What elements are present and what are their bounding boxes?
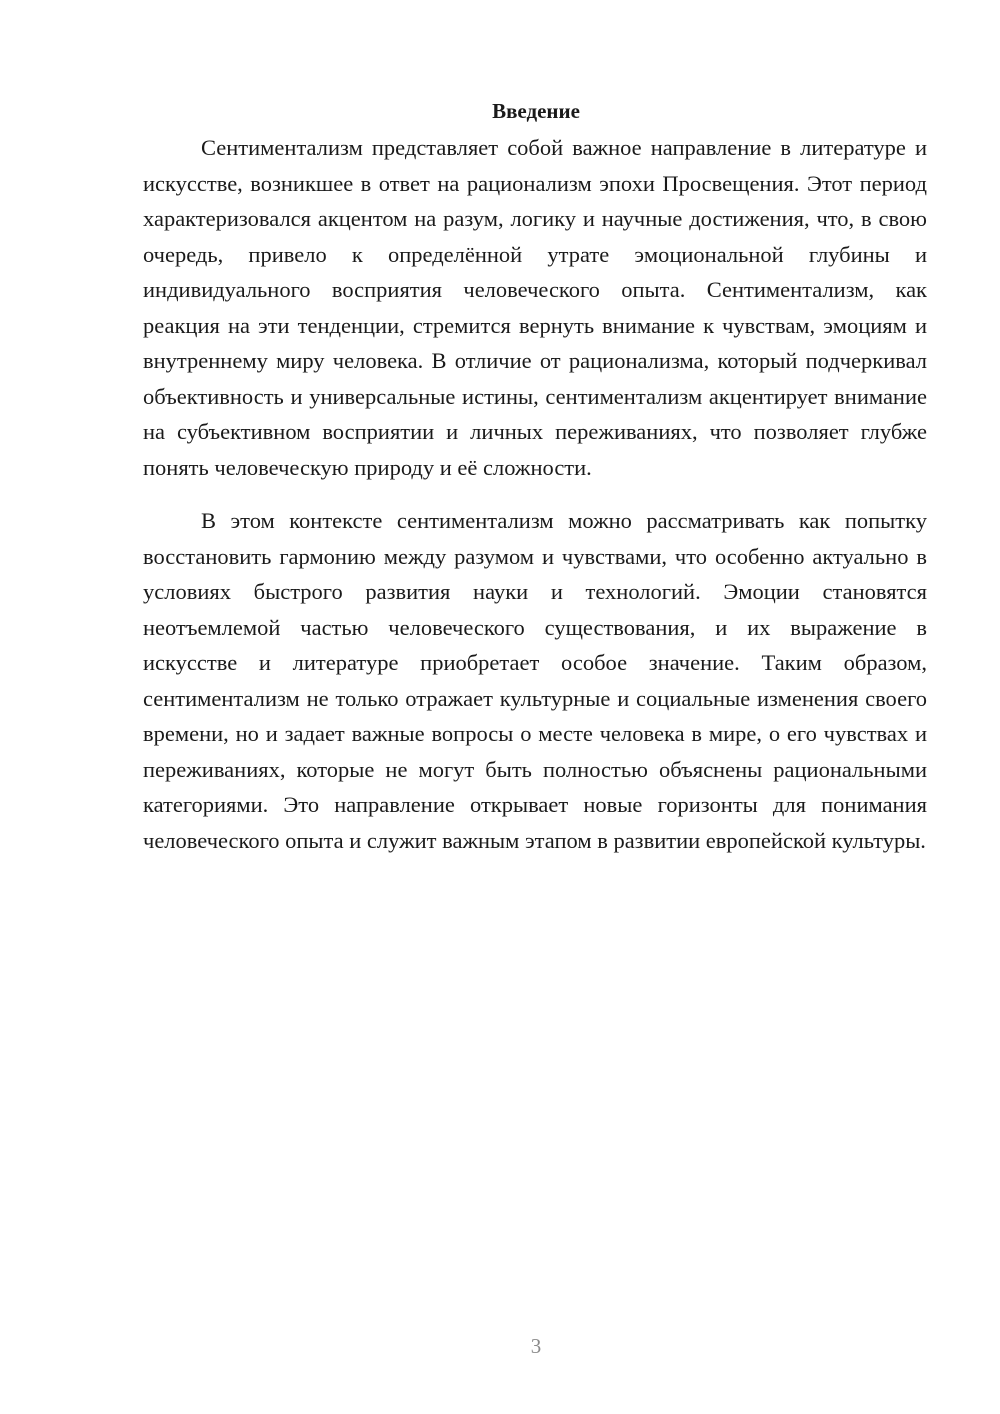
- paragraph-1: Сентиментализм представляет собой важное направление в литературе и искусстве, возникшее в ответ на рационализм эпохи Просвещения. Этот период характеризовался акцентом на разум, логику и научные достижения, что, в свою очередь, привело к определённой утрате эмоциональной глубины и индивидуального восприятия человеческого опыта. Сентиментализм, как реакция на эти тенденции, стремится вернуть внимание к чувствам, эмоциям и внутреннему миру человека. В отличие от рационализма, который подчеркивал объективность и универсальные истины, сентиментализм акцентирует внимание на субъективном восприятии и личных переживаниях, что позволяет глубже понять человеческую природу и её сложности.: [143, 135, 927, 480]
- section-heading: Введение: [492, 99, 580, 123]
- page-number: 3: [530, 1334, 542, 1358]
- page-content: [143, 96, 927, 858]
- paragraph-2: В этом контексте сентиментализм можно рассматривать как попытку восстановить гармонию между разумом и чувствами, что особенно актуально в условиях быстрого развития науки и технологий. Эмоции становятся неотъемлемой частью человеческого существования, и их выражение в искусстве и литературе приобретает особое значение. Таким образом, сентиментализм не только отражает культурные и социальные изменения своего времени, но и задает важные вопросы о месте человека в мире, о его чувствах и переживаниях, которые не могут быть полностью объяснены рациональными категориями. Это направление открывает новые горизонты для понимания человеческого опыта и служит важным этапом в развитии европейской культуры.: [143, 508, 927, 853]
